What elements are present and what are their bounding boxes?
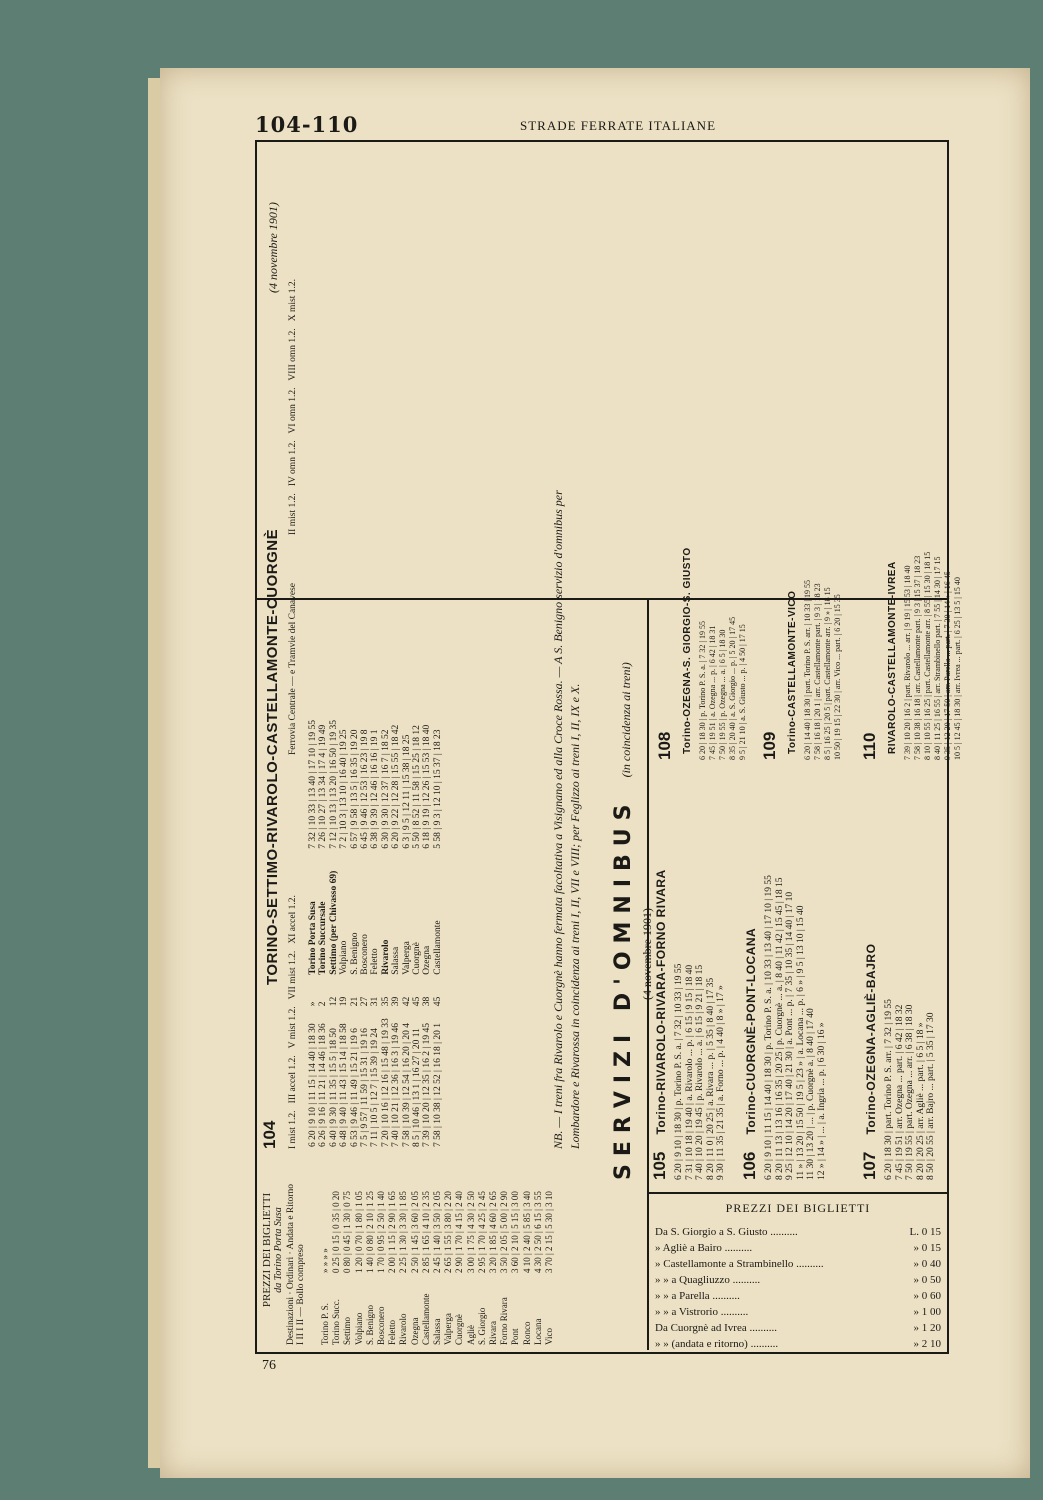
omnibus-date: (4 novembre 1901) xyxy=(640,908,654,1000)
timetable-row: 7 50 | 19 55 | p. Ozegna ... a. | 6 5 | 18 30 xyxy=(718,629,727,760)
distance: 31 xyxy=(370,996,381,1007)
fares: 2 25 | 1 30 | 3 30 | 1 85 xyxy=(398,1191,409,1273)
rows xyxy=(803,580,843,760)
rows xyxy=(698,605,748,760)
col-andata-ritorno: Andata e Ritorno xyxy=(285,1184,296,1250)
timetable-row: 7 31 | 10 18 | 19 40 | a. Rivarolo ... p. | 6 15 | 9 15 | 18 40 xyxy=(684,964,695,1180)
table-number: 107 xyxy=(860,1151,879,1180)
price-row xyxy=(454,1155,465,1345)
right-times: 6 45 | 9 46 | 12 53 | 16 23 | 19 8 xyxy=(360,729,371,849)
destination: Torino Succ. xyxy=(331,1299,342,1345)
table-109-block xyxy=(760,580,860,765)
destination: Pont xyxy=(510,1328,521,1345)
station-name: Torino Porta Susa xyxy=(308,901,318,975)
table-number: 106 xyxy=(740,1151,759,1180)
left-times: 8 5 | 10 46 | 13 1 | 16 27 | 20 11 xyxy=(412,1028,423,1147)
price-row xyxy=(655,1304,941,1320)
timetable-row: 12 » | 14 » | ... | a. Ingria ... p. | 6 30 | 16 » xyxy=(816,1022,827,1180)
table-number: 105 xyxy=(650,1151,669,1180)
col-train: VII mist 1.2. xyxy=(288,950,298,1000)
col-train: X mist 1.2. xyxy=(288,278,298,322)
fares: 2 50 | 1 45 | 3 60 | 2 05 xyxy=(409,1191,420,1273)
right-times: 5 58 | 9 3 | 12 10 | 15 37 | 18 23 xyxy=(432,729,443,849)
right-times: 6 18 | 9 19 | 12 26 | 15 53 | 18 40 xyxy=(422,724,433,849)
omnibus-subtitle: (in coincidenza ai treni) xyxy=(619,662,633,778)
section-number: 104-110 xyxy=(255,112,359,137)
prices-list xyxy=(655,1224,941,1352)
right-times: 6 3 | 9 5 | 12 11 | 15 38 | 18 25 xyxy=(401,734,412,849)
price-row xyxy=(533,1155,544,1345)
timetable-row: 11 » | 13 20 | 15 50 | 19 5 | 23 » | a. Locana ... p. | 6 » | 9 5 | 13 10 | 15 40 xyxy=(795,905,806,1180)
fares: 3 70 | 2 15 | 5 30 | 3 10 xyxy=(544,1191,554,1273)
right-times: 6 38 | 9 39 | 12 46 | 16 16 | 19 1 xyxy=(370,729,381,849)
rows xyxy=(764,850,828,1180)
t110-rot xyxy=(860,551,962,760)
distance: 45 xyxy=(432,996,443,1007)
fare: » 1 20 xyxy=(913,1322,941,1334)
price-row xyxy=(655,1320,941,1336)
omnibus-header xyxy=(611,600,654,1180)
rows xyxy=(674,850,727,1180)
right-times: 6 20 | 9 22 | 12 28 | 15 55 | 18 42 xyxy=(391,724,402,849)
price-row xyxy=(320,1155,331,1345)
station-name: Settimo (per Chivasso 69) xyxy=(328,870,339,975)
destination: Bosconero xyxy=(376,1306,386,1345)
fares: 2 95 | 1 70 | 4 25 | 2 45 xyxy=(476,1191,487,1273)
left-times: 7 58 | 10 38 | 12 52 | 16 18 | 20 1 xyxy=(432,1023,443,1147)
table-104 xyxy=(260,145,590,1155)
table-number: 108 xyxy=(655,731,674,760)
timetable-row: 9 25 | 12 10 | 14 20 | 17 40 | 21 30 | a. Pont ... p. | 7 35 | 10 35 | 14 40 | 17 10 xyxy=(785,891,796,1180)
timetable-row: 8 20 | 20 25 | arr. Agliè ... part. | 6 5 | 18 » xyxy=(915,1022,926,1180)
company-name: e Tramvie del Canavese xyxy=(288,582,298,674)
left-times: 6 20 | 9 10 | 11 15 | 14 40 | 18 30 xyxy=(308,1023,318,1147)
stations-list xyxy=(308,718,443,1149)
timetable-row: 9 30 | 11 35 | 21 35 | a. Forno ... p. | 4 40 | 8 » | 17 » xyxy=(716,985,727,1180)
left-times: 7 5 | 9 57 | 11 59 | 15 31 | 19 16 xyxy=(360,1028,371,1147)
price-row xyxy=(365,1155,376,1345)
rows xyxy=(903,551,963,760)
nota-bene xyxy=(550,490,584,1149)
fare: » 1 00 xyxy=(913,1306,941,1318)
price-row xyxy=(510,1155,521,1345)
timetable-row: 6 20 | 9 10 | 11 15 | 14 40 | 18 30 | p. Torino P. S. a. | 10 33 | 13 40 | 17 10 | 19 55 xyxy=(764,875,774,1180)
price-row xyxy=(342,1155,353,1345)
fares: 3 50 | 2 05 | 5 00 | 2 90 xyxy=(499,1191,510,1273)
route: Da Cuorgnè ad Ivrea .......... xyxy=(655,1322,777,1334)
table-105 xyxy=(650,850,725,1180)
table-title: Torino-CUORGNÈ-PONT-LOCANA xyxy=(744,927,758,1135)
route: » » (andata e ritorno) .......... xyxy=(655,1338,779,1350)
route: » Castellamonte a Strambinello .......... xyxy=(655,1258,824,1270)
timetable-row: 7 45 | 19 51 | arr. Ozegna ... part. | 6 42 | 18 32 xyxy=(894,1004,905,1180)
table-number: 109 xyxy=(760,731,779,760)
price-row xyxy=(432,1155,443,1345)
col-train: VI omn 1.2. xyxy=(288,387,298,434)
t109-rot xyxy=(760,580,850,760)
destination: Torino P. S. xyxy=(320,1303,330,1345)
fares: 2 65 | 1 55 | 3 80 | 2 20 xyxy=(443,1191,454,1273)
table-title: RIVAROLO-CASTELLAMONTE-IVREA xyxy=(887,561,898,754)
left-times: 6 26 | 9 16 | 11 21 | 14 46 | 18 36 xyxy=(318,1023,329,1147)
timetable-row: 8 20 | 11 0 | 20 25 | a. Rivara ... p. | 5 35 | 8 40 | 17 35 xyxy=(705,977,716,1180)
distance: 19 xyxy=(339,996,350,1007)
col-classes: I II I II xyxy=(296,1318,307,1345)
fares: 4 10 | 2 40 | 5 85 | 3 40 xyxy=(521,1191,532,1273)
fares: 2 00 | 1 15 | 2 90 | 1 65 xyxy=(387,1191,398,1273)
route: » » a Vistrorio .......... xyxy=(655,1306,749,1318)
table-row xyxy=(360,718,370,1149)
nb-line: NB. — I treni fra Rivarolo e Cuorgnè hanno fermata facoltativa a Visignano ed alla Croce Rossa. — A S. Benigno servizio d'omnibus per xyxy=(551,490,565,1149)
table-number: 110 xyxy=(860,732,879,760)
price-row xyxy=(655,1272,941,1288)
destination: S. Benigno xyxy=(364,1304,375,1345)
fare: » 0 60 xyxy=(913,1290,941,1302)
station-name: Castellamonte xyxy=(432,920,443,975)
destination: Rivara xyxy=(488,1321,498,1345)
right-times: 5 50 | 8 52 | 11 58 | 15 25 | 18 12 xyxy=(412,725,423,849)
distance: 38 xyxy=(422,996,433,1007)
table-row xyxy=(350,718,360,1149)
timetable-row: 6 20 | 18 30 | p. Torino P. S. a. | 7 32 | 19 55 xyxy=(698,620,707,760)
price-row xyxy=(477,1155,488,1345)
table-row xyxy=(308,718,318,1149)
destination: Forno Rivara xyxy=(499,1297,510,1345)
price-row xyxy=(376,1155,387,1345)
route: » » a Parella .......... xyxy=(655,1290,740,1302)
price-row xyxy=(655,1240,941,1256)
table-number: 104 xyxy=(260,1120,279,1149)
timetable-row: 8 20 | 11 13 | 13 16 | 16 35 | 20 25 | p. Cuorgnè ... a. | 8 40 | 11 42 | 15 45 | 18 15 xyxy=(774,877,785,1180)
price-row xyxy=(655,1256,941,1272)
route: » » a Quagliuzzo .......... xyxy=(655,1274,761,1286)
station-name: Feletto xyxy=(370,948,381,975)
col-train: III accel 1.2. xyxy=(288,1055,298,1104)
table-title: Torino-OZEGNA-S. GIORGIO-S. GIUSTO xyxy=(682,547,693,754)
left-train-header xyxy=(288,895,299,1149)
fares: 4 30 | 2 50 | 6 15 | 3 55 xyxy=(532,1191,543,1273)
col-bollo: Bollo compreso xyxy=(296,1244,307,1305)
timetable-row: 8 5 | 16 25 | 20 5 | part. Castellamonte arr. | 9 » | 18 15 xyxy=(823,587,832,760)
station-name: Volpiano xyxy=(339,940,350,975)
timetable-row: 11 30 | 13 20 | ... | p. Cuorgnè a. | 8 40 | 17 40 xyxy=(806,1008,817,1180)
price-row xyxy=(488,1155,499,1345)
left-times: 6 40 | 9 30 | 11 35 | 15 5 | 18 50 xyxy=(328,1028,339,1147)
fare: » 0 40 xyxy=(913,1258,941,1270)
table-title: Torino-OZEGNA-AGLIÈ-BAJRO xyxy=(864,943,878,1135)
destination: Castellamonte xyxy=(420,1293,431,1345)
destination: Cuorgnè xyxy=(454,1314,465,1345)
t108-rot xyxy=(655,547,747,760)
table-107 xyxy=(860,850,940,1180)
price-row xyxy=(655,1336,941,1352)
table-row xyxy=(339,718,349,1149)
left-times: 6 53 | 9 46 | 11 49 | 15 21 | 19 6 xyxy=(349,1028,360,1147)
table-row xyxy=(433,718,443,1149)
table-date: (4 novembre 1901) xyxy=(266,202,280,293)
price-row xyxy=(421,1155,432,1345)
left-times: 7 58 | 10 39 | 12 54 | 16 20 | 20 4 xyxy=(401,1023,412,1147)
fares: 1 40 | 0 80 | 2 10 | 1 25 xyxy=(364,1191,375,1273)
destination: Settimo xyxy=(342,1316,353,1345)
right-times: 7 12 | 10 13 | 13 20 | 16 50 | 19 35 xyxy=(328,719,339,849)
destination: Rivarolo xyxy=(398,1313,409,1345)
station-name: Bosconero xyxy=(360,934,371,975)
right-train-header xyxy=(288,279,299,535)
timetable-row: 7 39 | 10 20 | 16 2 | part. Rivarolo ... arr. | 9 19 | 15 53 | 18 40 xyxy=(903,565,912,760)
destination: Volpiano xyxy=(353,1312,364,1345)
destination: Ronco xyxy=(521,1321,532,1345)
fares: » » » » xyxy=(320,1248,330,1273)
destination: Valperga xyxy=(443,1313,454,1345)
table-row xyxy=(402,718,412,1149)
timetable-row: 8 50 | 20 55 | arr. Bajro ... part. | 5 35 | 17 30 xyxy=(926,1012,937,1180)
fare: » 2 10 xyxy=(913,1338,941,1350)
omnibus-title: SERVIZI D'OMNIBUS xyxy=(611,796,636,1180)
timetable-row: 9 5 | 21 10 | a. S. Giusto ... p. | 4 50 | 17 15 xyxy=(738,624,747,760)
distance: 12 xyxy=(328,996,339,1007)
price-row xyxy=(466,1155,477,1345)
fare: L. 0 15 xyxy=(909,1226,941,1238)
table-title: Torino-RIVAROLO-RIVARA-FORNO RIVARA xyxy=(654,869,668,1135)
destination: Locana xyxy=(532,1318,543,1345)
rows xyxy=(884,850,937,1180)
table-row xyxy=(381,718,391,1149)
prices-bottom xyxy=(655,1195,941,1350)
fares: 2 45 | 1 40 | 3 50 | 2 05 xyxy=(432,1191,442,1273)
fares: 3 60 | 2 10 | 5 15 | 3 00 xyxy=(510,1191,521,1273)
distance: 27 xyxy=(360,996,371,1007)
table-110-block xyxy=(860,551,962,765)
distance: 45 xyxy=(412,996,423,1007)
prices-subheadings: I II I II — Bollo compreso xyxy=(296,1244,307,1345)
table-title: Torino-CASTELLAMONTE-VICO xyxy=(787,590,798,754)
col-train: II mist 1.2. xyxy=(288,493,298,535)
route: Da S. Giorgio a S. Giusto .......... xyxy=(655,1226,798,1238)
prices-subtitle: da Torino Porta Susa xyxy=(272,1207,284,1293)
price-row xyxy=(331,1155,342,1345)
nb-line: Lombardore e Rivarossa in coincidenza ai treni I, II, VII e VIII; per Feglizzo ai treni I, II, IX e X. xyxy=(568,683,582,1149)
col-train: VIII omn 1.2. xyxy=(288,328,298,381)
left-times: 7 11 | 10 5 | 12 7 | 15 39 | 19 24 xyxy=(370,1028,381,1147)
distance: 35 xyxy=(380,996,391,1007)
destination: Agliè xyxy=(465,1325,476,1345)
col-ordinari: Ordinari xyxy=(285,1256,296,1290)
fare: » 0 50 xyxy=(913,1274,941,1286)
left-times: 7 20 | 10 16 | 12 16 | 15 48 | 19 33 xyxy=(380,1018,391,1147)
timetable-row: 9 35 | 12 20 | 17 50 | arr. Parella ... part. | 7 30 | 14 » | 16 45 xyxy=(943,571,952,760)
divider-prices xyxy=(647,1192,947,1194)
timetable-row: 7 45 | 19 51 | a. Ozegna ... p. | 6 42 | 18 31 xyxy=(708,625,717,760)
fares: 0 80 | 0 45 | 1 30 | 0 75 xyxy=(342,1191,353,1273)
timetable-row: 8 40 | 11 25 | 16 55 | arr. Strambinello part. | 7 55 | 14 30 | 17 15 xyxy=(933,556,942,760)
price-row xyxy=(655,1288,941,1304)
right-times: 7 32 | 10 33 | 13 40 | 17 10 | 19 55 xyxy=(308,719,318,849)
left-times: 7 40 | 10 21 | 12 36 | 16 3 | 19 46 xyxy=(391,1023,402,1147)
left-times: 6 48 | 9 40 | 11 43 | 15 14 | 18 58 xyxy=(339,1023,350,1147)
station-name: Valperga xyxy=(401,941,412,975)
price-row xyxy=(443,1155,454,1345)
prices-headings: Destinazioni · Ordinari · Andata e Ritorno xyxy=(285,1184,296,1345)
table-row xyxy=(318,718,328,1149)
timetable-row: 8 35 | 20 40 | a. S. Giorgio ... p. | 5 20 | 17 45 xyxy=(728,616,737,760)
prices-title: PREZZI DEI BIGLIETTI xyxy=(725,1201,871,1215)
timetable-row: 10 5 | 12 45 | 18 30 | arr. Ivrea ... part. | 6 25 | 13 5 | 15 40 xyxy=(953,577,962,760)
company-header: Ferrovia Centrale — e Tramvie del Canavese xyxy=(288,582,298,755)
price-row xyxy=(655,1224,941,1240)
timetable-row: 6 20 | 18 30 | part. Torino P. S. arr. | 7 32 | 19 55 xyxy=(884,999,894,1180)
timetable-row: 7 58 | 16 18 | 20 1 | arr. Castellamonte part. | 9 3 | 18 23 xyxy=(813,583,822,760)
timetable-row: 7 58 | 10 38 | 16 18 | arr. Castellamonte part. | 9 3 | 15 37 | 18 23 xyxy=(913,555,922,760)
left-times: 7 39 | 10 20 | 12 35 | 16 2 | 19 45 xyxy=(422,1023,433,1147)
station-name: Rivarolo xyxy=(380,939,391,975)
station-name: S. Benigno xyxy=(349,932,360,975)
table-row xyxy=(329,718,339,1149)
timetable-row: 8 10 | 10 55 | 16 25 | part. Castellamonte arr. | 8 55 | 15 30 | 18 15 xyxy=(923,551,932,760)
timetable-row: 7 50 | 19 55 | part. Ozegna ... arr. | 6 38 | 18 30 xyxy=(905,1004,916,1180)
running-title: STRADE FERRATE ITALIANE xyxy=(520,118,717,133)
fares: 3 00 | 1 75 | 4 30 | 2 50 xyxy=(465,1191,476,1273)
fares: 2 90 | 1 70 | 4 15 | 2 40 xyxy=(454,1191,465,1273)
distance: 42 xyxy=(401,996,412,1007)
company-name: Ferrovia Centrale xyxy=(288,688,298,755)
price-row xyxy=(499,1155,510,1345)
fares: 2 85 | 1 65 | 4 10 | 2 35 xyxy=(420,1191,431,1273)
price-row xyxy=(544,1155,555,1345)
station-name: Ozegna xyxy=(422,945,433,975)
destination: Feletto xyxy=(387,1320,398,1345)
route: » Agliè a Bairo .......... xyxy=(655,1242,753,1254)
page-number: 76 xyxy=(262,1358,276,1373)
right-times: 7 2 | 10 3 | 13 10 | 16 40 | 19 25 xyxy=(339,729,350,849)
destination: Ozegna xyxy=(409,1317,420,1345)
col-train: XI accel 1.2. xyxy=(288,895,298,944)
price-row xyxy=(387,1155,398,1345)
distance: 2 xyxy=(318,1001,329,1007)
table-title: TORINO-SETTIMO-RIVAROLO-CASTELLAMONTE-CUORGNÈ xyxy=(264,528,281,985)
destination: S. Giorgio xyxy=(476,1307,487,1345)
fares: 1 70 | 0 95 | 2 50 | 1 40 xyxy=(376,1191,386,1273)
prices-title: PREZZI DEI BIGLIETTI xyxy=(261,1192,273,1308)
timetable-row: 10 50 | 19 15 | 22 30 | arr. Vico ... part. | 6 20 | 15 35 xyxy=(833,594,842,760)
timetable-row: 6 20 | 9 10 | 18 30 | p. Torino P. S. a. | 7 32 | 10 33 | 19 55 xyxy=(674,963,684,1180)
price-row xyxy=(522,1155,533,1345)
right-times: 7 26 | 10 27 | 13 34 | 17 4 | 19 49 xyxy=(318,724,329,849)
fare: » 0 15 xyxy=(913,1242,941,1254)
timetable-row: 6 20 | 14 40 | 18 30 | part. Torino P. S. arr. | 10 33 | 19 55 xyxy=(803,580,812,760)
station-name: Torino Succursale xyxy=(318,901,329,975)
destination: Vico xyxy=(544,1328,554,1345)
fares: 3 20 | 1 85 | 4 60 | 2 65 xyxy=(488,1191,498,1273)
distance: 39 xyxy=(391,996,402,1007)
col-train: V mist 1.2. xyxy=(288,1006,298,1049)
table-row xyxy=(422,718,432,1149)
fares: 1 20 | 0 70 | 1 80 | 1 05 xyxy=(353,1191,364,1273)
destination: Salassa xyxy=(432,1318,442,1345)
col-train: I mist 1.2. xyxy=(288,1110,298,1149)
price-row xyxy=(410,1155,421,1345)
right-times: 6 30 | 9 30 | 12 37 | 16 7 | 18 52 xyxy=(380,729,391,849)
table-row xyxy=(370,718,380,1149)
table-row xyxy=(412,718,422,1149)
page-header xyxy=(255,112,905,140)
distance: » xyxy=(308,1001,318,1007)
price-row xyxy=(398,1155,409,1345)
station-name: Cuorgnè xyxy=(412,942,423,975)
fares: 0 25 | 0 15 | 0 35 | 0 20 xyxy=(331,1191,342,1273)
station-table xyxy=(308,718,443,1149)
col-destinazioni: Destinazioni xyxy=(285,1296,296,1345)
table-row xyxy=(391,718,401,1149)
timetable-row: 7 40 | 10 20 | 19 45 | p. Rivarolo ... a. | 6 15 | 9 21 | 18 15 xyxy=(695,964,706,1180)
right-times: 6 57 | 9 58 | 13 5 | 16 35 | 19 20 xyxy=(349,729,360,849)
price-row xyxy=(354,1155,365,1345)
col-train: IV omn 1.2. xyxy=(288,440,298,487)
station-name: Salassa xyxy=(391,946,402,975)
table-106 xyxy=(740,850,827,1180)
distance: 21 xyxy=(349,996,360,1007)
